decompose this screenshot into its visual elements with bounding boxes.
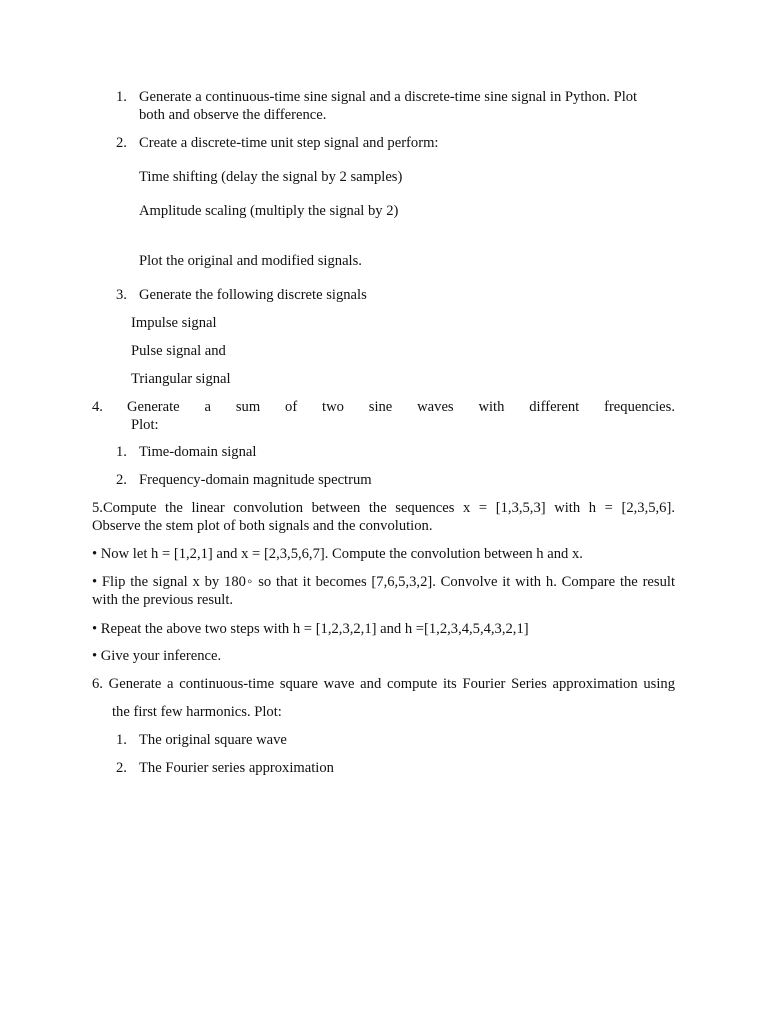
q3-text: Generate the following discrete signals bbox=[139, 287, 367, 303]
q5-bullet-4: • Give your inference. bbox=[92, 648, 222, 664]
q2-number: 2. bbox=[116, 135, 127, 151]
q6-item1: The original square wave bbox=[139, 732, 287, 748]
q5-bullet-2-line1: • Flip the signal x by 180◦ so that it becomes [7,6,5,3,2]. Convolve it with h. Compare the result bbox=[92, 574, 675, 590]
q5-bullet-3: • Repeat the above two steps with h = [1,2,3,2,1] and h =[1,2,3,4,5,4,3,2,1] bbox=[92, 621, 529, 637]
q5-bullet-2-line2: with the previous result. bbox=[92, 592, 234, 608]
q2-item-amplitude-scaling: Amplitude scaling (multiply the signal by 2) bbox=[139, 203, 399, 219]
q4-number: 4. bbox=[92, 399, 103, 415]
q3-number: 3. bbox=[116, 287, 127, 303]
q4-line1: Generate a sum of two sine waves with different frequencies. bbox=[127, 399, 675, 415]
q1-number: 1. bbox=[116, 89, 127, 105]
q4-item2-number: 2. bbox=[116, 472, 127, 488]
q6-line1: 6. Generate a continuous-time square wave and compute its Fourier Series approximation using bbox=[92, 676, 675, 692]
q4-line2: Plot: bbox=[131, 417, 159, 433]
q3-item-impulse: Impulse signal bbox=[131, 315, 217, 331]
q2-item-time-shift: Time shifting (delay the signal by 2 samples) bbox=[139, 169, 403, 185]
q6-item2-number: 2. bbox=[116, 760, 127, 776]
q5-bullet-1: • Now let h = [1,2,1] and x = [2,3,5,6,7]. Compute the convolution between h and x. bbox=[92, 546, 583, 562]
q2-item-plot: Plot the original and modified signals. bbox=[139, 253, 362, 269]
q4-item1-number: 1. bbox=[116, 444, 127, 460]
q4-item1: Time-domain signal bbox=[139, 444, 257, 460]
q6-item1-number: 1. bbox=[116, 732, 127, 748]
q6-item2: The Fourier series approximation bbox=[139, 760, 334, 776]
q5-line1: 5.Compute the linear convolution between the sequences x = [1,3,5,3] with h = [2,3,5,6]. bbox=[92, 500, 675, 516]
q5-line2: Observe the stem plot of both signals and the convolution. bbox=[92, 518, 433, 534]
q3-item-triangular: Triangular signal bbox=[131, 371, 231, 387]
q1-line1: Generate a continuous-time sine signal and a discrete-time sine signal in Python. Plot bbox=[139, 89, 638, 105]
q3-item-pulse: Pulse signal and bbox=[131, 343, 226, 359]
q4-item2: Frequency-domain magnitude spectrum bbox=[139, 472, 372, 488]
q6-line2: the first few harmonics. Plot: bbox=[112, 704, 282, 720]
q2-text: Create a discrete-time unit step signal and perform: bbox=[139, 135, 439, 151]
q1-line2: both and observe the difference. bbox=[139, 107, 327, 123]
